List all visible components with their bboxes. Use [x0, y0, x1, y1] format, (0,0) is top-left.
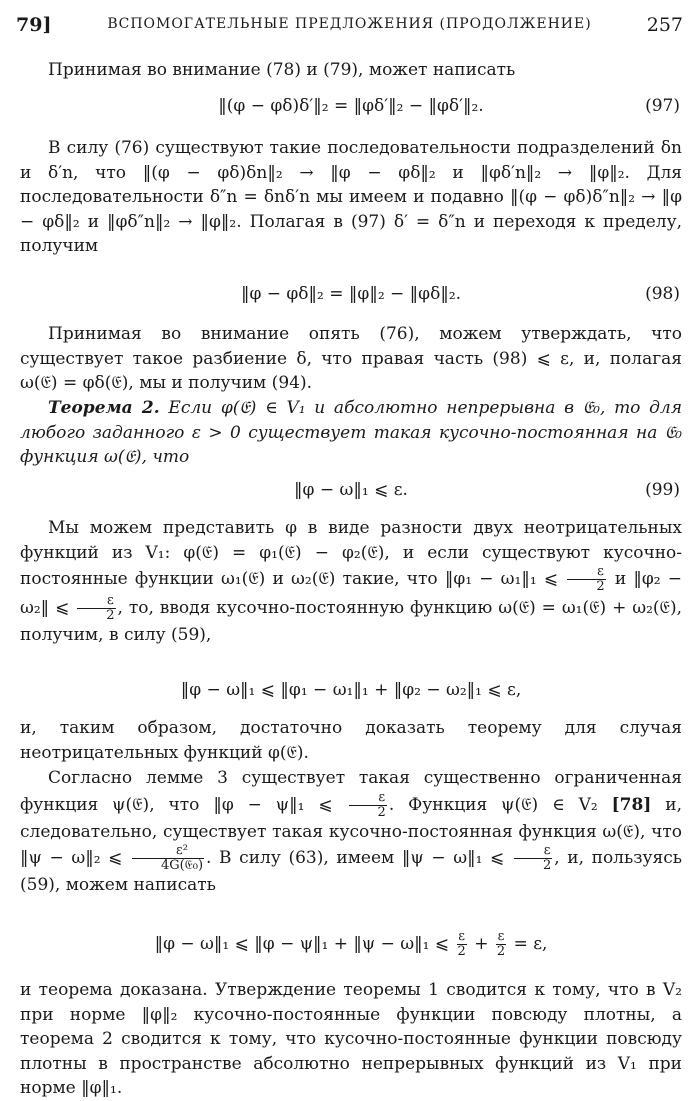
fraction-denominator: 2: [542, 858, 552, 874]
equation-inequality-formula: ‖φ − ω‖₁ ⩽ ‖φ₁ − ω₁‖₁ + ‖φ₂ − ω₂‖₁ ⩽ ε,: [180, 680, 522, 700]
lemma-text-b: . Функция ψ(𝔈) ∈ V₂: [388, 794, 598, 815]
fraction-eps-half-2: [77, 594, 115, 623]
equation-97: [20, 92, 682, 120]
decomposition-text-b: и ‖φ₂ − ω₂‖ ⩽: [20, 569, 682, 619]
theorem-2: [20, 396, 682, 470]
lemma-text-a: Согласно лемме 3 существует такая существенно ограниченная функция ψ(𝔈), что ‖φ − ψ‖₁ ⩽: [20, 768, 682, 815]
theorem-title: Теорема 2.: [48, 398, 160, 418]
equation-97-formula: ‖(φ − φδ)δ′‖₂ = ‖φδ′‖₂ − ‖φδ′‖₂.: [218, 96, 484, 116]
equation-99-number: (99): [645, 480, 680, 500]
lemma-text-e: , и, пользуясь (59), можем написать: [20, 848, 683, 896]
paragraph-decomposition: [20, 516, 682, 648]
fraction-numerator: ε: [567, 565, 605, 580]
paragraph-conclusion: и теорема доказана. Утверждение теоремы 1 сводится к тому, что в V₂ при норме ‖φ‖₂ кусочно-постоянные функции повсюду плотны, а теорема 2 сводится к тому, что кусочно-постоянные функции повсюду плотны в пространстве абсолютно непрерывных функций из V₁ при норме ‖φ‖₁.: [20, 980, 682, 1099]
fraction-eps-half-6: [496, 930, 506, 959]
page-header: [16, 14, 683, 42]
paragraph-intro: Принимая во внимание (78) и (79), может написать: [48, 60, 516, 80]
fraction-denominator: 2: [596, 579, 605, 595]
fraction-numerator: ε: [514, 844, 552, 859]
fraction-numerator: ε²: [132, 844, 204, 859]
fraction-eps-sq-4g: [132, 844, 204, 873]
equation-99: [20, 476, 682, 504]
fraction-denominator: 4G(𝔈₀): [161, 858, 204, 874]
fraction-eps-half-5: [457, 930, 467, 959]
lemma-text-d: . В силу (63), имеем ‖ψ − ω‖₁ ⩽: [206, 848, 505, 869]
equation-97-number: (97): [645, 96, 680, 116]
fraction-denominator: 2: [377, 804, 386, 820]
reference-78: [78]: [611, 794, 652, 815]
fraction-numerator: ε: [77, 594, 115, 609]
equation-99-formula: ‖φ − ω‖₁ ⩽ ε.: [294, 480, 408, 500]
decomposition-text-c: , то, вводя кусочно-постоянную функцию ω(𝔈) = ω₁(𝔈) + ω₂(𝔈), получим, в силу (59),: [20, 598, 682, 646]
fraction-numerator: ε: [349, 791, 387, 806]
fraction-denominator: 2: [496, 944, 506, 959]
fraction-numerator: ε: [458, 929, 466, 944]
running-title: ВСПОМОГАТЕЛЬНЫЕ ПРЕДЛОЖЕНИЯ (ПРОДОЛЖЕНИЕ): [107, 16, 592, 32]
section-number: 79]: [16, 14, 52, 36]
fraction-numerator: ε: [497, 929, 505, 944]
equation-final: [20, 926, 682, 962]
lemma-text-c: и, следовательно, существует такая кусочно-постоянная функция ω(𝔈), что ‖ψ − ω‖₂ ⩽: [20, 794, 682, 869]
paragraph-sequences: В силу (76) существуют такие последовательности подразделений δn и δ′n, что ‖(φ − φδ)δn‖₂ → ‖φ − φδ‖₂ и ‖φδ′n‖₂ → ‖φ‖₂. Для последовательности δ″n = δnδ′n мы имеем и подавно ‖(φ − φδ)δ″n‖₂ → ‖φ − φδ‖₂ и ‖φδ″n‖₂ → ‖φ‖₂. Полагая в (97) δ′ = δ″n и переходя к пределу, получим: [20, 138, 682, 257]
equation-98-formula: ‖φ − φδ‖₂ = ‖φ‖₂ − ‖φδ‖₂.: [240, 284, 462, 304]
decomposition-text-a: Мы можем представить φ в виде разности двух неотрицательных функций из V₁: φ(𝔈) = φ₁(𝔈) − φ₂(𝔈), и если существуют кусочно-постоянные функции ω₁(𝔈) и ω₂(𝔈) такие, что ‖φ₁ − ω₁‖₁ ⩽: [20, 518, 682, 590]
equation-final-formula: [20, 926, 682, 962]
paragraph-reduction: и, таким образом, достаточно доказать теорему для случая неотрицательных функций φ(𝔈).: [20, 718, 682, 763]
fraction-eps-half-4: [514, 844, 552, 873]
paragraph-partition: Принимая во внимание опять (76), можем утверждать, что существует такое разбиение δ, что правая часть (98) ⩽ ε, и, полагая ω(𝔈) = φδ(𝔈), мы и получим (94).: [20, 324, 682, 394]
fraction-denominator: 2: [457, 944, 466, 959]
equation-inequality: [20, 676, 682, 704]
page-number: 257: [646, 14, 683, 36]
equation-98: [20, 280, 682, 308]
fraction-eps-half-1: [567, 565, 605, 594]
final-left: ‖φ − ω‖₁ ⩽ ‖φ − ψ‖₁ + ‖ψ − ω‖₁ ⩽: [154, 934, 450, 954]
theorem-statement: Если φ(𝔈) ∈ V₁ и абсолютно непрерывна в 𝔈₀, то для любого заданного ε > 0 существует такая кусочно-постоянная на 𝔈₀ функция ω(𝔈), что: [20, 398, 682, 468]
fraction-eps-half-3: [349, 791, 387, 820]
fraction-denominator: 2: [106, 608, 115, 624]
equation-98-number: (98): [645, 284, 680, 304]
final-right: = ε,: [513, 934, 548, 954]
final-plus: +: [474, 934, 489, 954]
paragraph-lemma: [20, 766, 682, 898]
